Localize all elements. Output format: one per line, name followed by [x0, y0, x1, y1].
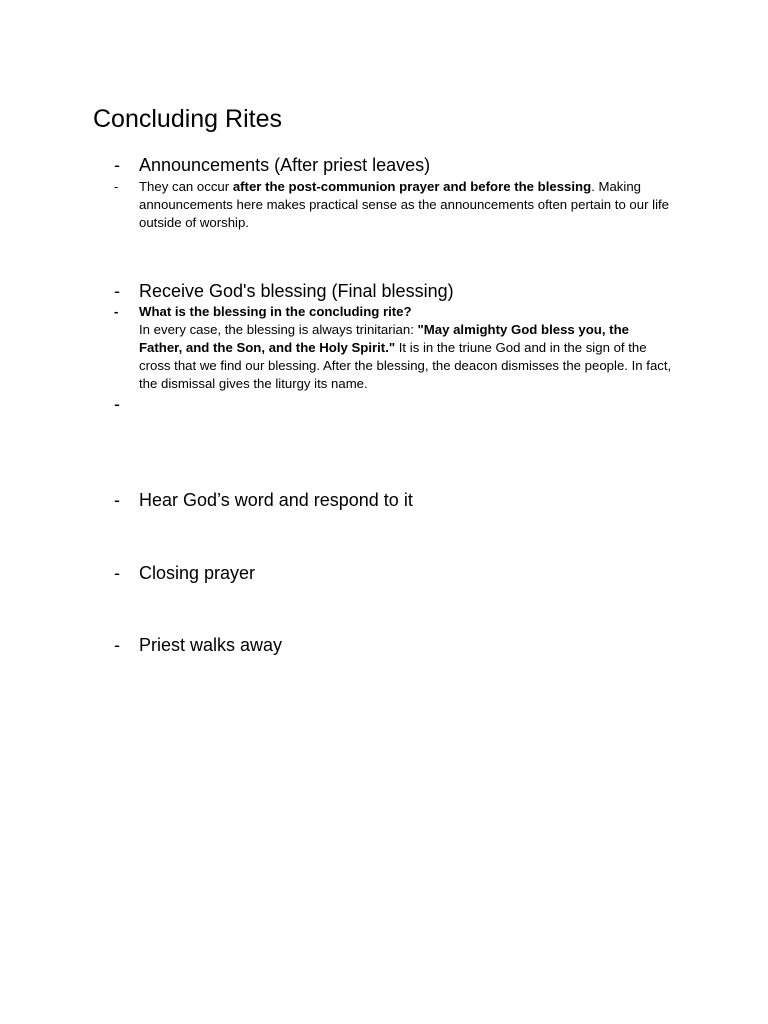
sub-item-announcements-detail	[114, 178, 674, 232]
text-run: . Making announcements here makes practical sense as the announcements often pertain to our life outside of worship.	[139, 179, 670, 230]
text-run: In every case, the blessing is always trinitarian:	[139, 322, 418, 337]
sub-item-blessing-detail	[114, 303, 674, 393]
bold-text-run: after the post-communion prayer and before the blessing	[232, 179, 592, 194]
bullet-dash: -	[114, 281, 120, 301]
text-run: It is in the triune God and in the sign of the cross that we find our blessing. After the blessing, the deacon dismisses the people. In fact, the dismissal gives the liturgy its name.	[139, 340, 672, 391]
list-item-label: Announcements (After priest leaves)	[139, 155, 431, 175]
list-item-label: Receive God's blessing (Final blessing)	[139, 281, 454, 301]
bullet-dash: -	[114, 304, 119, 319]
sub-item-text	[139, 303, 674, 393]
bold-text-run: "May almighty God bless you, the Father, and the Son, and the Holy Spirit."	[139, 322, 629, 355]
list-item-label: Priest walks away	[139, 635, 283, 655]
bullet-dash: -	[114, 490, 120, 510]
bullet-dash: -	[114, 179, 119, 194]
sub-item-question: What is the blessing in the concluding rite?	[139, 304, 412, 319]
bullet-dash: -	[114, 563, 120, 583]
sub-item-text	[139, 178, 674, 232]
page-title: Concluding Rites	[93, 105, 282, 133]
list-item-label: Hear God’s word and respond to it	[139, 490, 413, 510]
list-item-label: Closing prayer	[139, 563, 256, 583]
bullet-dash: -	[114, 635, 120, 655]
text-run: They can occur	[139, 179, 233, 194]
empty-bullet-dash: -	[114, 394, 120, 414]
bullet-dash: -	[114, 155, 120, 175]
